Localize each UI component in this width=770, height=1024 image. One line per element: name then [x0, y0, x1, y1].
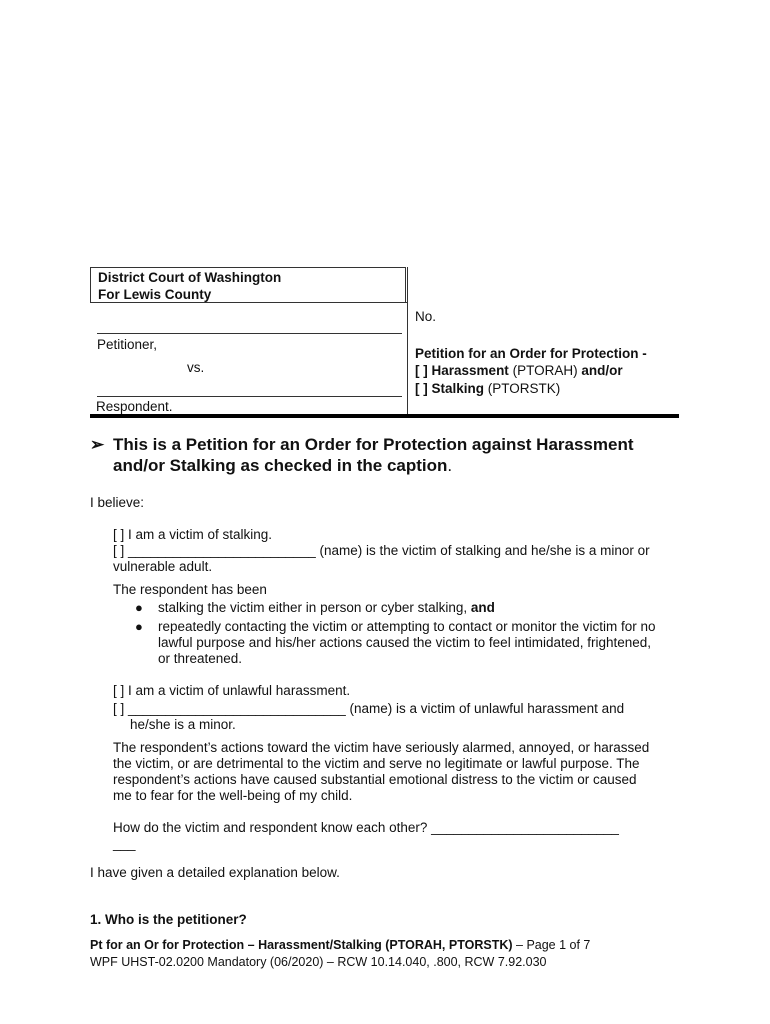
relationship-question[interactable]: How do the victim and respondent know each other? _________________________	[113, 820, 619, 835]
court-box-divider	[90, 302, 408, 303]
stalking-victim-self-option[interactable]: [ ] I am a victim of stalking.	[113, 527, 273, 542]
andor-label: and/or	[581, 363, 623, 378]
petitioner-name-line[interactable]	[97, 333, 402, 334]
stalking-label: Stalking	[431, 381, 485, 396]
stalking-checkbox[interactable]: [ ]	[415, 381, 428, 396]
petitioner-label: Petitioner,	[97, 337, 158, 352]
respondent-name-line[interactable]	[97, 396, 402, 397]
respondent-actions-line2: the victim, or are detrimental to the victim and serve no legitimate or lawful purpose. The	[113, 756, 640, 771]
respondent-actions-line1: The respondent’s actions toward the victim have seriously alarmed, annoyed, or harassed	[113, 740, 650, 755]
relationship-question-cont[interactable]: ___	[113, 836, 136, 851]
respondent-actions-line4: me to fear for the well-being of my child.	[113, 788, 353, 803]
petition-title-line2	[415, 363, 623, 379]
petition-title-line1: Petition for an Order for Protection -	[415, 346, 647, 361]
harassment-victim-self-option[interactable]: [ ] I am a victim of unlawful harassment.	[113, 683, 351, 698]
caption-vertical-divider	[407, 267, 408, 415]
stalking-bullet-2-line3: or threatened.	[158, 651, 243, 666]
stalking-bullet-1: stalking the victim either in person or cyber stalking, and	[158, 600, 495, 615]
stalking-bullet-2-line2: lawful purpose and his/her actions caused the victim to feel intimidated, frightened,	[158, 635, 652, 650]
case-number-label: No.	[415, 309, 437, 324]
harassment-victim-other-cont: he/she is a minor.	[130, 717, 236, 732]
harassment-code: (PTORAH)	[512, 363, 578, 378]
respondent-actions-line3: respondent’s actions have caused substantial emotional distress to the victim or caused	[113, 772, 637, 787]
stalking-bullet-2-line1: repeatedly contacting the victim or attempting to contact or monitor the victim for no	[158, 619, 656, 634]
section-1-heading: 1. Who is the petitioner?	[90, 912, 247, 927]
petition-heading-text: This is a Petition for an Order for Protection against Harassment and/or Stalking as checked in the caption.	[113, 435, 634, 475]
stalking-victim-other-cont: vulnerable adult.	[113, 559, 213, 574]
harassment-checkbox[interactable]: [ ]	[415, 363, 428, 378]
stalking-victim-other-option[interactable]: [ ] _________________________ (name) is the victim of stalking and he/she is a minor or	[113, 543, 650, 558]
bullet-dot-icon: ●	[135, 600, 143, 615]
bullet-dot-icon: ●	[135, 619, 143, 634]
arrow-bullet-icon: ➢	[90, 435, 105, 454]
court-name-line2: For Lewis County	[98, 287, 212, 302]
respondent-has-been-label: The respondent has been	[113, 582, 267, 597]
harassment-label: Harassment	[431, 363, 509, 378]
petition-heading	[90, 434, 680, 478]
detailed-explanation-text: I have given a detailed explanation below.	[90, 865, 340, 880]
footer-form-title: Pt for an Or for Protection – Harassment/Stalking (PTORAH, PTORSTK) – Page 1 of 7	[90, 938, 591, 952]
page-info: – Page 1 of 7	[516, 938, 591, 952]
footer-form-id: WPF UHST-02.0200 Mandatory (06/2020) – RCW 10.14.040, .800, RCW 7.92.030	[90, 955, 547, 969]
stalking-code: (PTORSTK)	[487, 381, 561, 396]
court-name-box	[90, 267, 406, 303]
court-name-line1: District Court of Washington	[98, 270, 282, 285]
caption-bottom-rule	[90, 414, 679, 418]
harassment-victim-other-option[interactable]: [ ] _____________________________ (name) is a victim of unlawful harassment and	[113, 701, 625, 716]
vs-label: vs.	[187, 360, 205, 375]
i-believe-label: I believe:	[90, 495, 145, 510]
petition-title-line3	[415, 381, 560, 397]
respondent-label: Respondent.	[96, 399, 173, 414]
